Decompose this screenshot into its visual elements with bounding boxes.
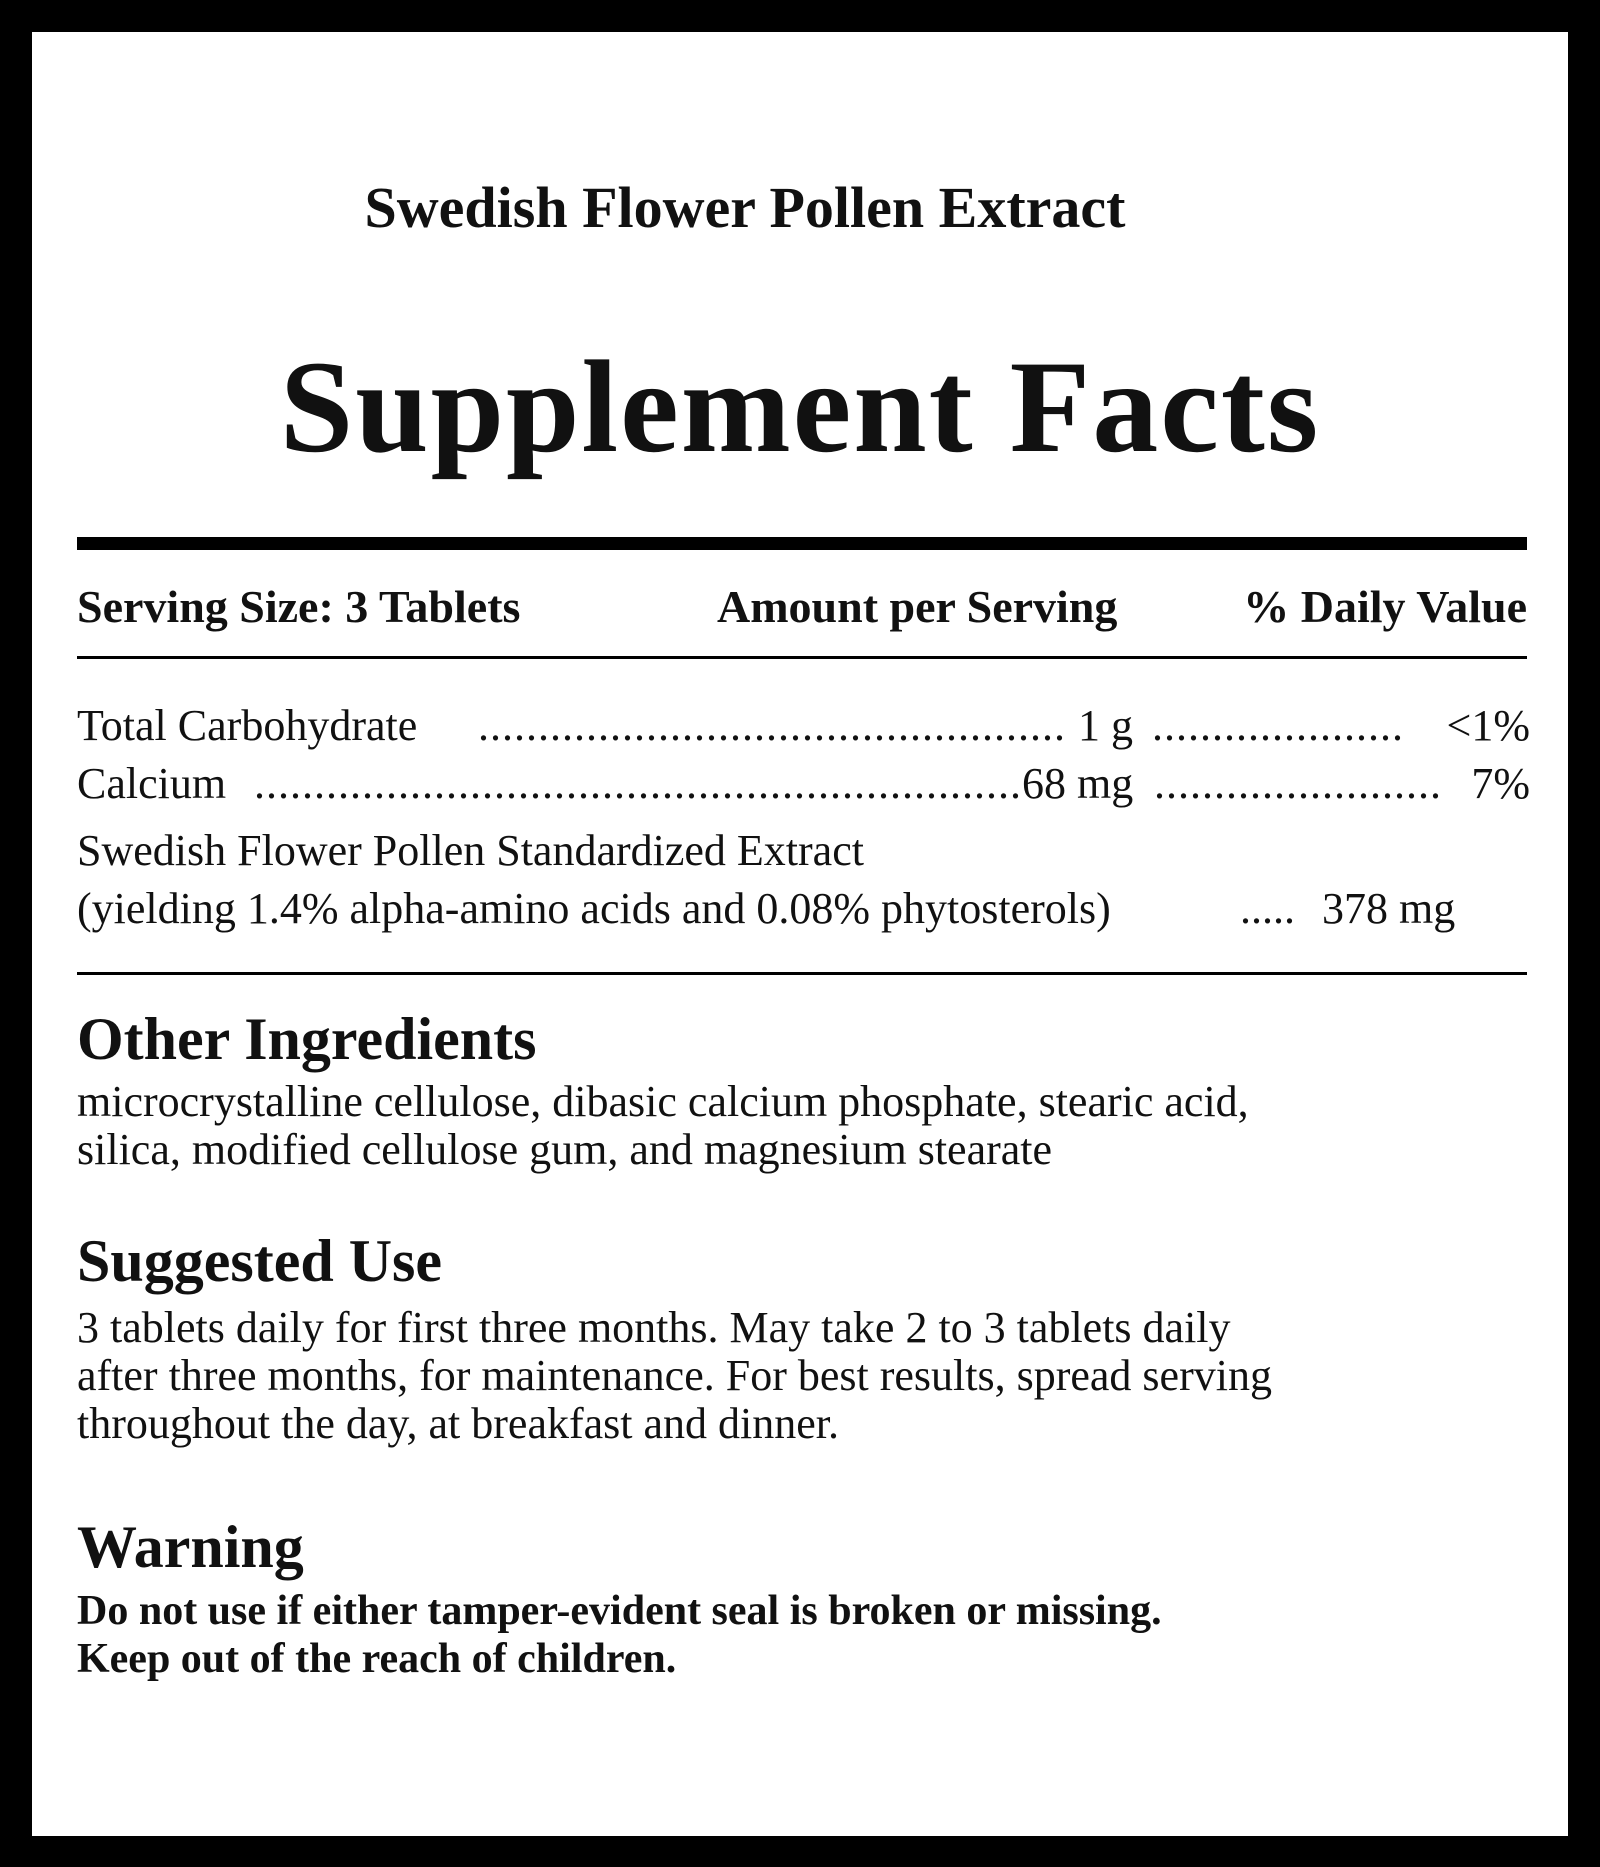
warning-line-2: Keep out of the reach of children.: [77, 1636, 677, 1682]
extract-name: Swedish Flower Pollen Standardized Extract: [77, 826, 864, 875]
nutrient-name-calcium: Calcium: [77, 759, 227, 808]
extract-detail: (yielding 1.4% alpha-amino acids and 0.08% phytosterols): [77, 884, 1111, 933]
other-ingredients-heading: Other Ingredients: [77, 1006, 537, 1072]
daily-value-header: % Daily Value: [1243, 581, 1527, 632]
facts-bottom-divider: [77, 972, 1527, 975]
thick-divider: [77, 537, 1527, 550]
dot-leader: [1154, 755, 1444, 813]
suggested-use-line-3: throughout the day, at breakfast and dinner.: [77, 1399, 840, 1448]
dot-leader: [478, 697, 1068, 755]
nutrient-dv-carbohydrate: <1%: [1446, 701, 1530, 750]
suggested-use-line-1: 3 tablets daily for first three months. May take 2 to 3 tablets daily: [77, 1303, 1231, 1352]
warning-heading: Warning: [77, 1514, 304, 1580]
other-ingredients-line-2: silica, modified cellulose gum, and magnesium stearate: [77, 1125, 1053, 1174]
nutrient-dv-calcium: 7%: [1471, 759, 1530, 808]
other-ingredients-line-1: microcrystalline cellulose, dibasic calcium phosphate, stearic acid,: [77, 1077, 1249, 1126]
nutrient-amount-calcium: 68 mg: [1022, 759, 1134, 808]
product-name: Swedish Flower Pollen Extract: [364, 175, 1126, 240]
dot-leader: [1152, 697, 1402, 755]
extract-amount: 378 mg: [1322, 884, 1456, 933]
page-title: Supplement Facts: [279, 333, 1321, 480]
extract-dot-leader: .....: [1240, 884, 1295, 933]
dot-leader: [254, 755, 1024, 813]
amount-per-serving-header: Amount per Serving: [717, 581, 1118, 632]
warning-line-1: Do not use if either tamper-evident seal is broken or missing.: [77, 1588, 1162, 1634]
suggested-use-heading: Suggested Use: [77, 1228, 443, 1294]
serving-size-label: Serving Size: 3 Tablets: [77, 581, 521, 632]
header-divider: [77, 656, 1527, 659]
supplement-label: [32, 32, 1568, 1836]
suggested-use-line-2: after three months, for maintenance. For best results, spread serving: [77, 1351, 1272, 1400]
nutrient-name-carbohydrate: Total Carbohydrate: [77, 701, 418, 750]
nutrient-amount-carbohydrate: 1 g: [1078, 701, 1133, 750]
